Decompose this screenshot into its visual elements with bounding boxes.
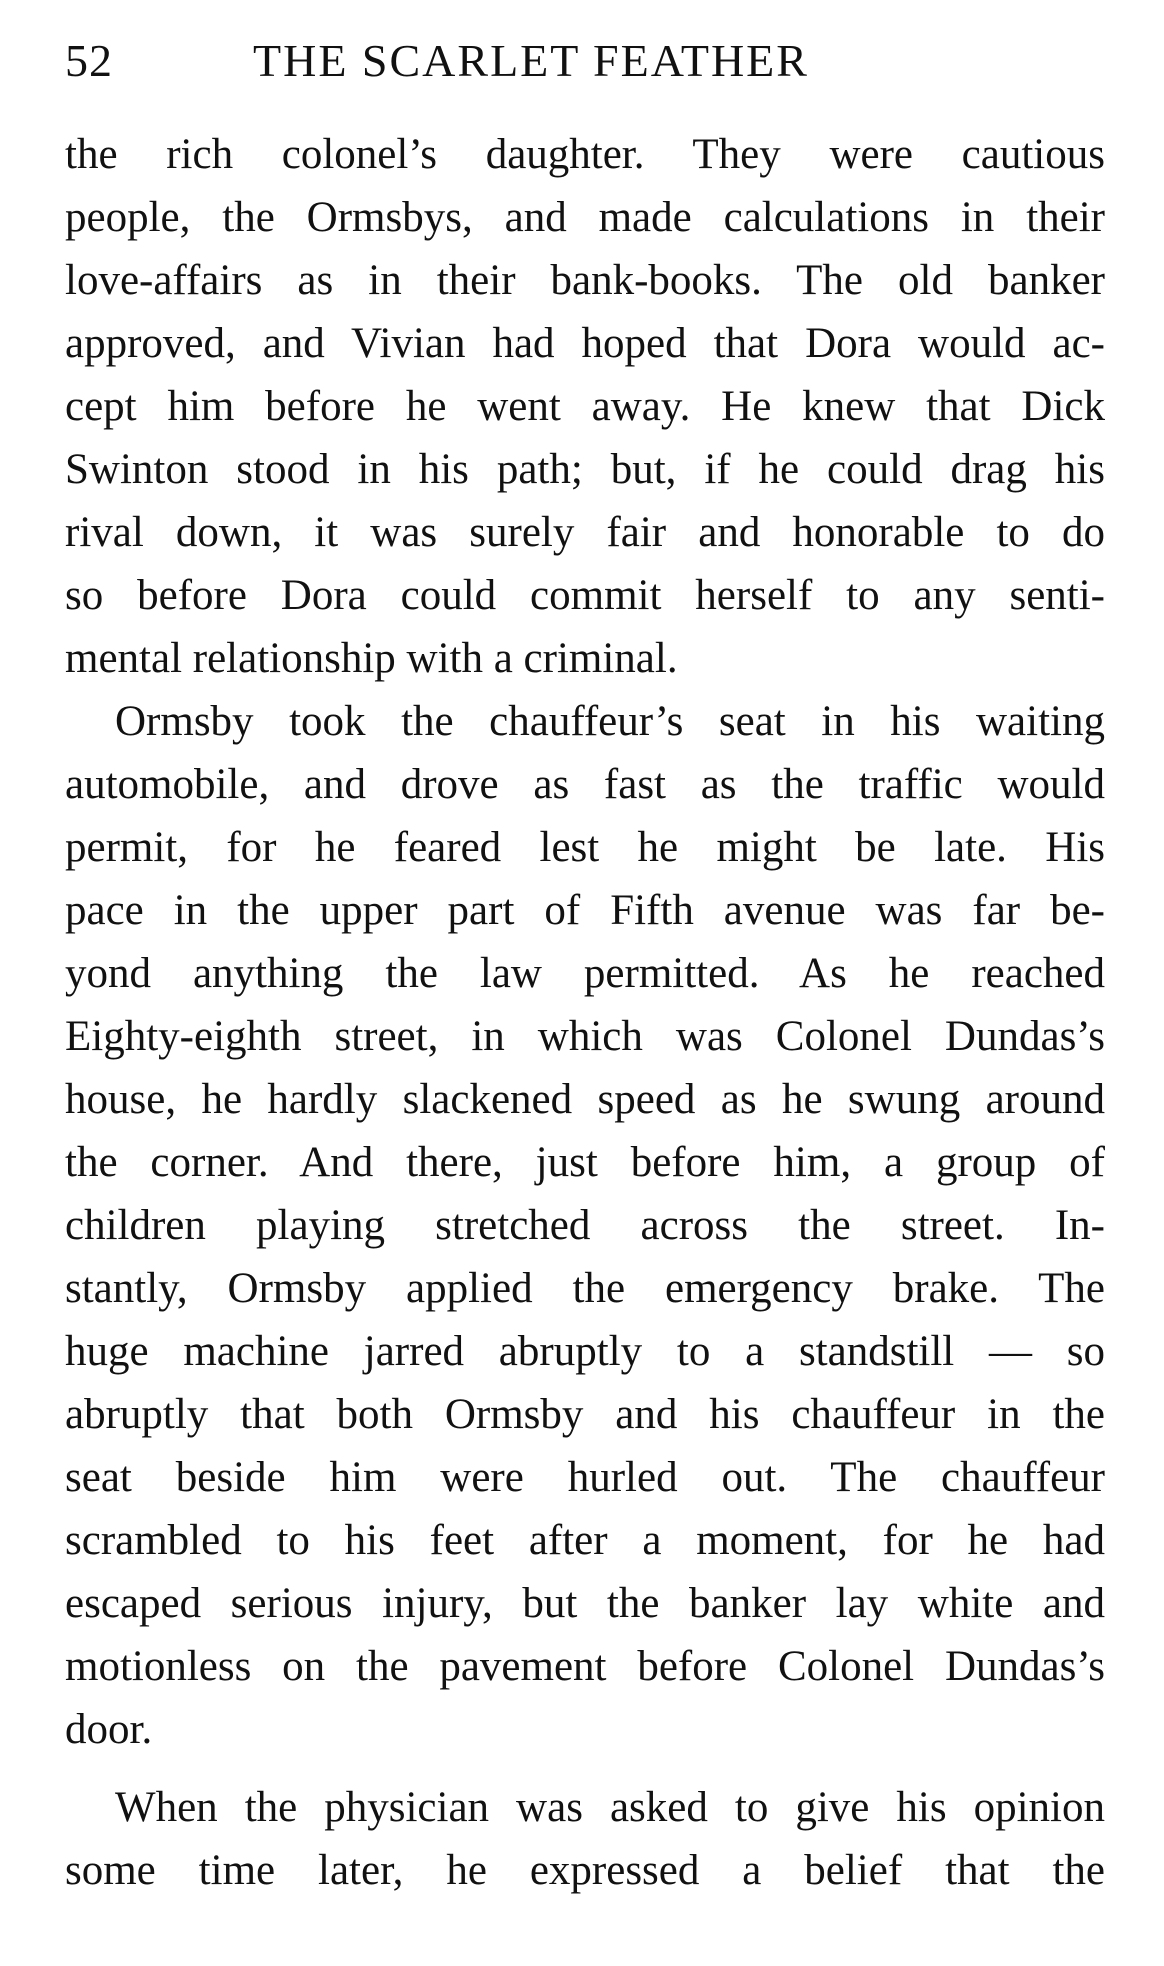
text-line: children playing stretched across the street. In- — [65, 1202, 1105, 1249]
text-line: abruptly that both Ormsby and his chauffeur in the — [65, 1391, 1105, 1438]
text-line: so before Dora could commit herself to any senti- — [65, 572, 1105, 619]
paragraph-2 — [65, 690, 1105, 1761]
text-line: Swinton stood in his path; but, if he could drag his — [65, 446, 1105, 493]
text-line: permit, for he feared lest he might be late. His — [65, 824, 1105, 871]
text-line: love-affairs as in their bank-books. The old banker — [65, 257, 1105, 304]
page-number: 52 — [65, 35, 113, 86]
text-line: automobile, and drove as fast as the traffic would — [65, 761, 1105, 808]
running-title: THE SCARLET FEATHER — [253, 35, 809, 86]
text-line: mental relationship with a criminal. — [65, 635, 678, 682]
paragraph-1 — [65, 123, 1105, 690]
text-line: house, he hardly slackened speed as he swung around — [65, 1076, 1105, 1123]
text-line: some time later, he expressed a belief that the — [65, 1847, 1105, 1894]
text-line: Ormsby took the chauffeur’s seat in his waiting — [115, 698, 1105, 745]
text-line: stantly, Ormsby applied the emergency brake. The — [65, 1265, 1105, 1312]
text-line: pace in the upper part of Fifth avenue was far be- — [65, 887, 1105, 934]
text-line: people, the Ormsbys, and made calculations in their — [65, 194, 1105, 241]
text-line: Eighty-eighth street, in which was Colonel Dundas’s — [65, 1013, 1105, 1060]
text-line: motionless on the pavement before Colonel Dundas’s — [65, 1643, 1105, 1690]
paragraph-gap — [65, 1761, 1105, 1776]
text-line: the corner. And there, just before him, a group of — [65, 1139, 1105, 1186]
text-line: the rich colonel’s daughter. They were cautious — [65, 131, 1105, 178]
text-line: seat beside him were hurled out. The chauffeur — [65, 1454, 1105, 1501]
text-line: scrambled to his feet after a moment, for he had — [65, 1517, 1105, 1564]
text-line: rival down, it was surely fair and honorable to do — [65, 509, 1105, 556]
text-line: door. — [65, 1706, 153, 1753]
text-line: huge machine jarred abruptly to a standstill — so — [65, 1328, 1105, 1375]
text-line: approved, and Vivian had hoped that Dora would ac- — [65, 320, 1105, 367]
text-line: cept him before he went away. He knew that Dick — [65, 383, 1105, 430]
running-head — [65, 26, 1105, 96]
text-line: When the physician was asked to give his opinion — [115, 1784, 1105, 1831]
body-text — [65, 123, 1105, 1902]
text-line: escaped serious injury, but the banker lay white and — [65, 1580, 1105, 1627]
paragraph-3 — [65, 1776, 1105, 1902]
text-line: yond anything the law permitted. As he reached — [65, 950, 1105, 997]
